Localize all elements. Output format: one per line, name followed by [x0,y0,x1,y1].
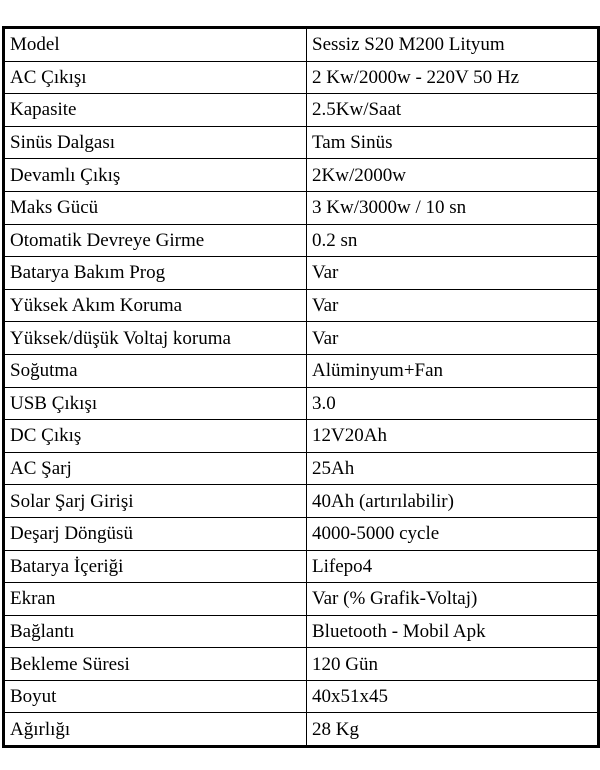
table-row [4,452,599,485]
spec-value: 40x51x45 [307,680,599,713]
spec-label: Soğutma [4,354,307,387]
spec-label: AC Çıkışı [4,61,307,94]
spec-value: 28 Kg [307,713,599,747]
spec-value: 120 Gün [307,648,599,681]
spec-value: Lifepo4 [307,550,599,583]
spec-label: Batarya Bakım Prog [4,257,307,290]
spec-value: 25Ah [307,452,599,485]
spec-label: Boyut [4,680,307,713]
spec-table [2,26,600,748]
spec-label: Yüksek/düşük Voltaj koruma [4,322,307,355]
spec-label: AC Şarj [4,452,307,485]
spec-value: Var (% Grafik-Voltaj) [307,583,599,616]
spec-value: 4000-5000 cycle [307,517,599,550]
spec-value: 40Ah (artırılabilir) [307,485,599,518]
spec-value: 2Kw/2000w [307,159,599,192]
table-row [4,680,599,713]
spec-label: DC Çıkış [4,420,307,453]
spec-table-container [2,26,597,748]
table-row [4,615,599,648]
spec-value: 0.2 sn [307,224,599,257]
spec-value: 12V20Ah [307,420,599,453]
spec-value: Tam Sinüs [307,126,599,159]
spec-label: Sinüs Dalgası [4,126,307,159]
spec-label: Yüksek Akım Koruma [4,289,307,322]
spec-label: Ağırlığı [4,713,307,747]
table-row [4,322,599,355]
table-row [4,224,599,257]
table-row [4,354,599,387]
table-row [4,28,599,62]
table-row [4,485,599,518]
spec-value: Var [307,257,599,290]
table-row [4,648,599,681]
table-row [4,420,599,453]
spec-value: Var [307,322,599,355]
spec-label: Deşarj Döngüsü [4,517,307,550]
table-row [4,713,599,747]
spec-label: Ekran [4,583,307,616]
table-row [4,387,599,420]
spec-value: Alüminyum+Fan [307,354,599,387]
table-row [4,517,599,550]
table-row [4,550,599,583]
spec-label: Otomatik Devreye Girme [4,224,307,257]
spec-value: Bluetooth - Mobil Apk [307,615,599,648]
table-row [4,289,599,322]
spec-value: Var [307,289,599,322]
table-row [4,61,599,94]
spec-label: Devamlı Çıkış [4,159,307,192]
spec-label: Model [4,28,307,62]
table-row [4,159,599,192]
spec-label: USB Çıkışı [4,387,307,420]
spec-label: Maks Gücü [4,191,307,224]
spec-value: 3.0 [307,387,599,420]
spec-label: Batarya İçeriği [4,550,307,583]
table-row [4,126,599,159]
table-row [4,257,599,290]
spec-value: 2.5Kw/Saat [307,94,599,127]
spec-label: Bekleme Süresi [4,648,307,681]
table-row [4,583,599,616]
spec-value: 3 Kw/3000w / 10 sn [307,191,599,224]
spec-value: 2 Kw/2000w - 220V 50 Hz [307,61,599,94]
spec-label: Kapasite [4,94,307,127]
spec-label: Bağlantı [4,615,307,648]
table-row [4,191,599,224]
spec-table-body [4,28,599,747]
table-row [4,94,599,127]
spec-label: Solar Şarj Girişi [4,485,307,518]
spec-value: Sessiz S20 M200 Lityum [307,28,599,62]
